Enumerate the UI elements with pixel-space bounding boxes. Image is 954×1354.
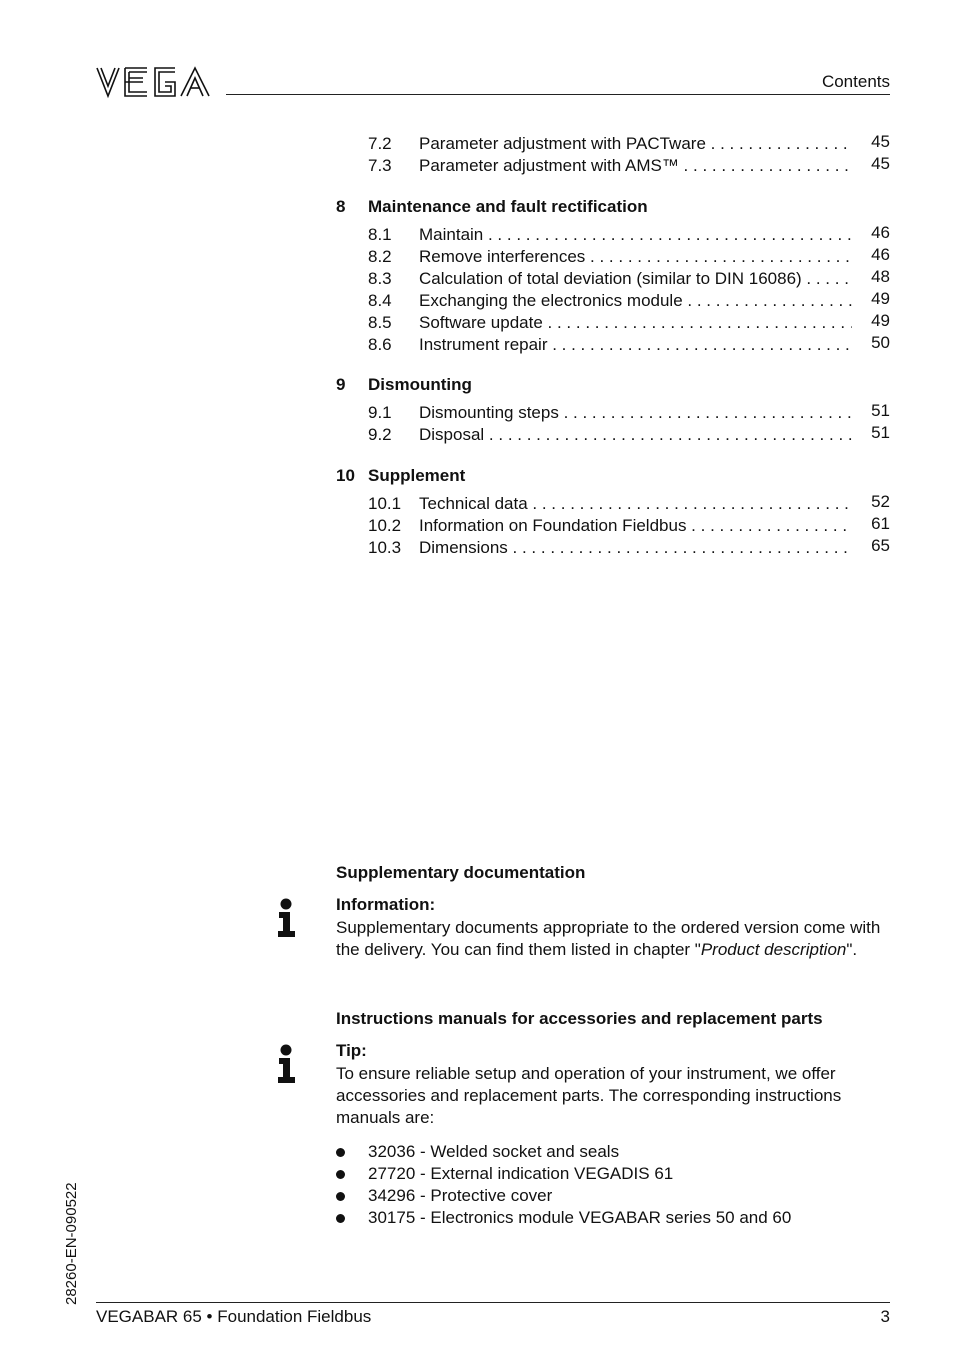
toc-title: Information on Foundation Fieldbus . . .: [419, 515, 852, 537]
toc-row-10-3[interactable]: [368, 537, 890, 559]
toc-number: 8.3: [368, 269, 392, 288]
toc-page: 49: [871, 289, 890, 308]
toc-number: 10.1: [368, 494, 402, 513]
chapter-number: 9: [336, 375, 346, 394]
list-item-text: 30175 - Electronics module VEGABAR series 50 and 60: [368, 1208, 792, 1227]
list-item-text: 27720 - External indication VEGADIS 61: [368, 1164, 674, 1183]
information-text: [336, 917, 888, 961]
toc-page: 48: [871, 267, 890, 286]
bullet-icon: [336, 1170, 345, 1179]
information-text-part: ".: [846, 940, 858, 959]
tip-label: Tip:: [336, 1041, 367, 1060]
toc-number: 8.6: [368, 335, 392, 354]
chapter-reference: Product description: [700, 940, 847, 959]
page-number: 3: [880, 1307, 890, 1326]
toc-number: 10.2: [368, 516, 402, 535]
toc-page: 51: [871, 423, 890, 442]
toc-page: 52: [871, 492, 890, 511]
toc-row-8-4[interactable]: [368, 290, 890, 312]
toc-page: 46: [871, 245, 890, 264]
toc-title: Calculation of total deviation (similar to DIN 16086) . . .: [419, 268, 852, 290]
information-text-part: Supplementary documents appropriate to the ordered version come with the delivery. You can find them listed in chapter ": [336, 918, 881, 959]
toc-number: 7.3: [368, 156, 392, 175]
chapter-title: Supplement: [368, 466, 466, 485]
toc-number: 9.1: [368, 403, 392, 422]
toc-number: 8.5: [368, 313, 392, 332]
toc-title: Exchanging the electronics module . . .: [419, 290, 852, 312]
toc-row-8-5[interactable]: [368, 312, 890, 334]
toc-title: Parameter adjustment with PACTware . . .: [419, 133, 852, 155]
bullet-icon: [336, 1148, 345, 1157]
tip-text: To ensure reliable setup and operation of your instrument, we offer accessories and replacement parts. The corresponding instructions manuals are:: [336, 1064, 842, 1127]
list-item: [336, 1207, 888, 1229]
toc-page: 45: [871, 132, 890, 151]
information-label: Information:: [336, 895, 436, 914]
toc-page: 45: [871, 154, 890, 173]
toc-number: 7.2: [368, 134, 392, 153]
toc-page: 49: [871, 311, 890, 330]
toc-title: Disposal . . .: [419, 424, 852, 446]
toc-title: Dimensions . . .: [419, 537, 852, 559]
toc-number: 9.2: [368, 425, 392, 444]
toc-row-8-6[interactable]: [368, 334, 890, 356]
list-item-text: 32036 - Welded socket and seals: [368, 1142, 620, 1161]
toc-number: 8.4: [368, 291, 392, 310]
list-item: [336, 1141, 888, 1163]
toc-number: 10.3: [368, 538, 402, 557]
chapter-title: Maintenance and fault rectification: [368, 197, 648, 216]
chapter-number: 10: [336, 466, 355, 485]
toc-title: Remove interferences . . .: [419, 246, 852, 268]
list-item: [336, 1185, 888, 1207]
toc-number: 8.1: [368, 225, 392, 244]
toc-number: 8.2: [368, 247, 392, 266]
toc-page: 46: [871, 223, 890, 242]
toc-page: 51: [871, 401, 890, 420]
toc-row-7-3[interactable]: [368, 155, 890, 177]
bullet-icon: [336, 1192, 345, 1201]
toc-title: Maintain . . .: [419, 224, 852, 246]
toc-row-7-2[interactable]: [368, 133, 890, 155]
header-title: Contents: [821, 72, 890, 91]
toc-row-8-2[interactable]: [368, 246, 890, 268]
tip-icon: [277, 1044, 297, 1084]
info-icon: [277, 898, 297, 938]
toc-row-10-2[interactable]: [368, 515, 890, 537]
toc-title: Instrument repair . . .: [419, 334, 852, 356]
toc-row-8-3[interactable]: [368, 268, 890, 290]
document-code: 28260-EN-090522: [63, 1182, 80, 1305]
toc-page: 61: [871, 514, 890, 533]
header-rule: [226, 94, 890, 95]
footer-title: VEGABAR 65 • Foundation Fieldbus: [96, 1307, 372, 1326]
chapter-title: Dismounting: [368, 375, 472, 394]
toc-title: Parameter adjustment with AMS™ . . .: [419, 155, 852, 177]
toc-title: Dismounting steps . . .: [419, 402, 852, 424]
footer-rule: [96, 1302, 890, 1303]
toc-row-8-1[interactable]: [368, 224, 890, 246]
supplementary-heading: Supplementary documentation: [336, 863, 586, 882]
toc-row-9-2[interactable]: [368, 424, 890, 446]
chapter-number: 8: [336, 197, 346, 216]
toc-title: Technical data . . .: [419, 493, 852, 515]
toc-row-10-1[interactable]: [368, 493, 890, 515]
list-item: [336, 1163, 888, 1185]
toc-row-9-1[interactable]: [368, 402, 890, 424]
vega-logo: [95, 64, 215, 100]
instructions-heading: Instructions manuals for accessories and replacement parts: [336, 1009, 823, 1028]
bullet-icon: [336, 1214, 345, 1223]
list-item-text: 34296 - Protective cover: [368, 1186, 553, 1205]
toc-page: 65: [871, 536, 890, 555]
toc-title: Software update . . .: [419, 312, 852, 334]
toc-page: 50: [871, 333, 890, 352]
